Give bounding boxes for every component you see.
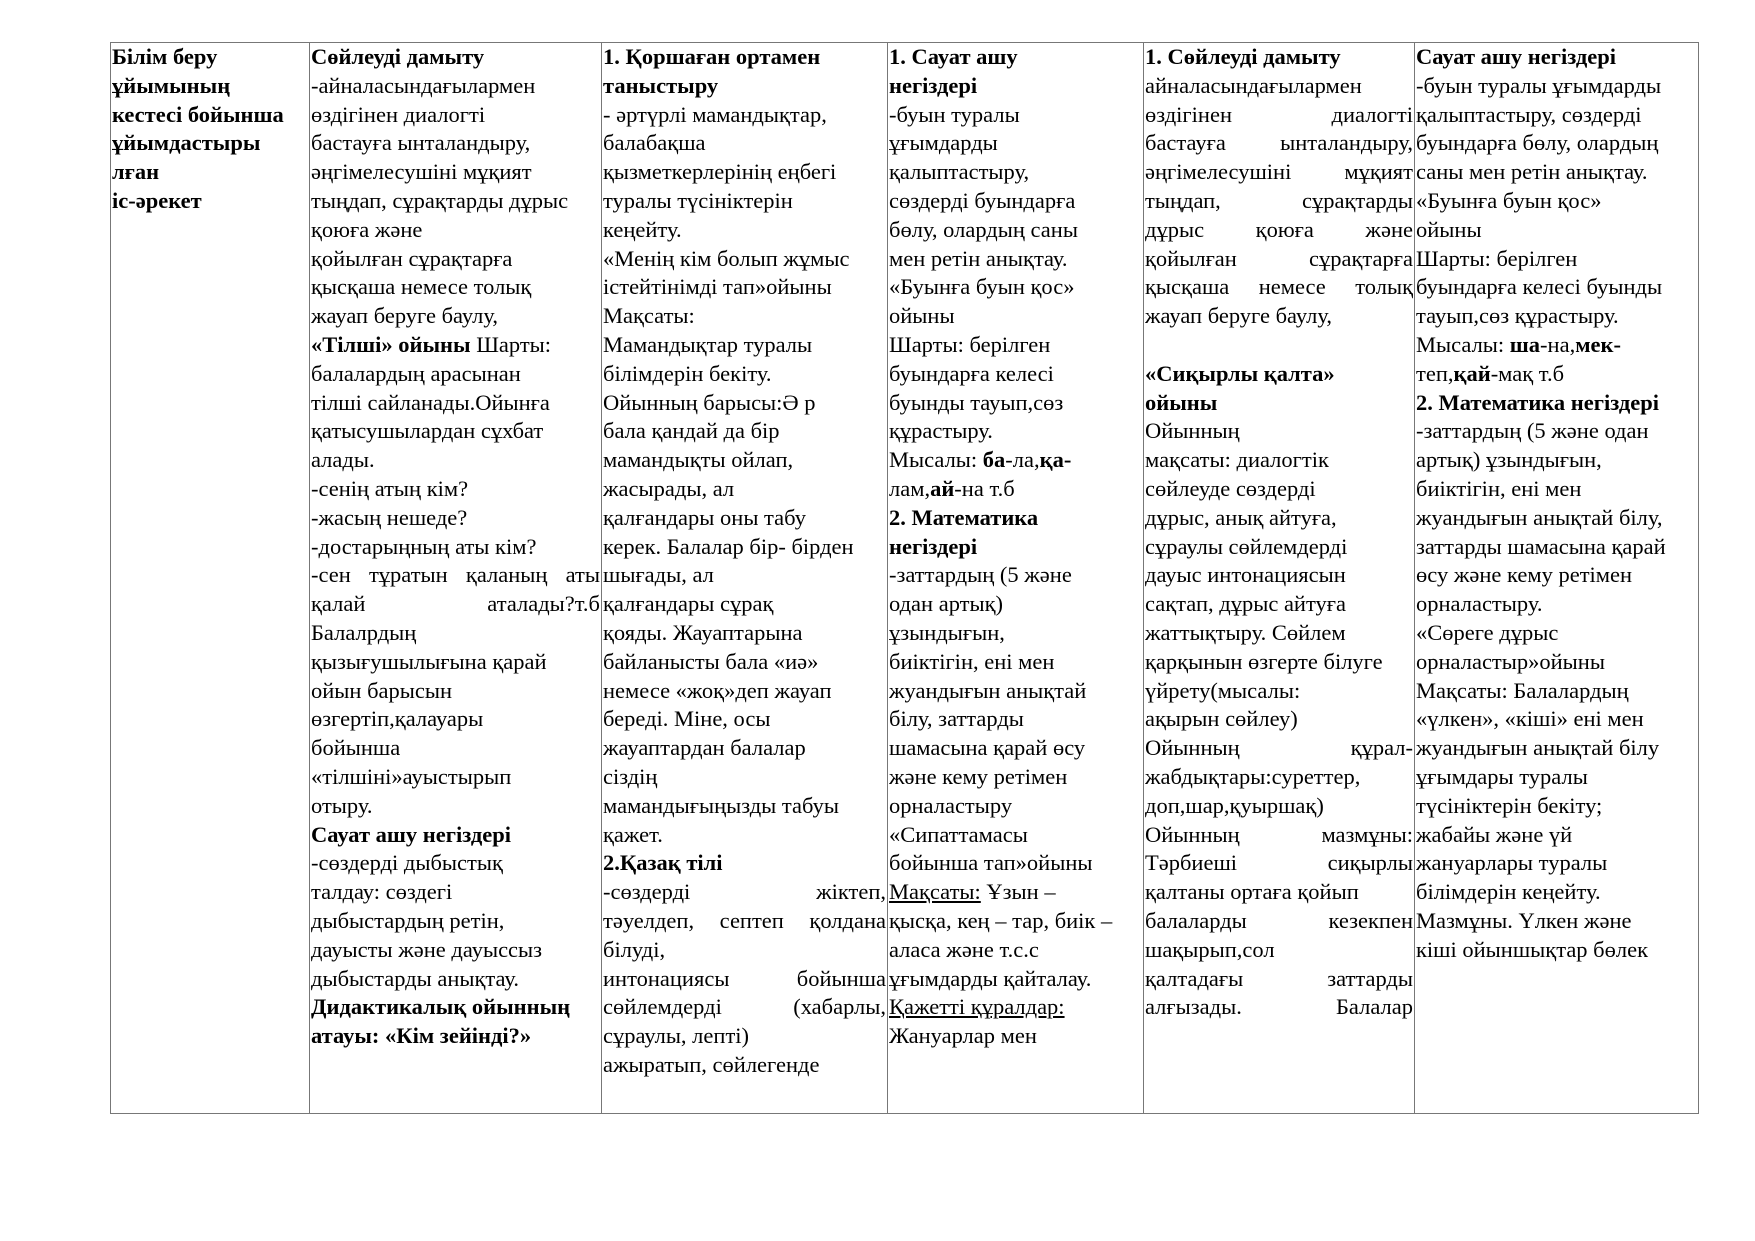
text-line: әңгімелесушіні мұқият	[311, 159, 532, 185]
text-line: биіктігін, ені мен	[889, 648, 1055, 674]
text-line: Білім беру	[112, 44, 218, 69]
text-line: дауыс интонациясын	[1145, 562, 1346, 588]
goal-label: Мақсаты:	[889, 879, 981, 905]
text-line: орналастыру.	[1416, 591, 1543, 617]
text-fragment: Шарты:	[470, 331, 552, 357]
text-line: сіздің	[603, 763, 658, 789]
text-line: қалыптастыру, сөздерді	[1416, 101, 1642, 127]
section-heading: негіздері	[889, 533, 978, 559]
text-line: ойыны	[889, 303, 955, 329]
example-line	[889, 446, 1142, 475]
text-fragment: -	[1063, 447, 1072, 473]
cell-environment	[602, 43, 888, 1114]
text-line: талдау: сөздегі	[311, 879, 453, 905]
text-line: қойылған сұрақтарға	[1145, 245, 1413, 271]
text-line: білімдерін кеңейту.	[1416, 879, 1601, 905]
text-line: интонациясы бойынша	[603, 965, 886, 991]
text-line: «Буынға буын қос»	[889, 274, 1075, 300]
text-line: жабайы және үй	[1416, 821, 1573, 847]
text-line: ұзындығын,	[889, 619, 1005, 645]
text-line: кіші ойыншықтар бөлек	[1416, 936, 1649, 962]
text-line: «Сөреге дұрыс	[1416, 619, 1559, 645]
text-line: сұраулы сөйлемдерді	[1145, 533, 1348, 559]
text-line: -достарыңның аты кім?	[311, 533, 537, 559]
text-line: сөздерді буындарға	[889, 187, 1076, 213]
text-line: мамандықты ойлап,	[603, 447, 794, 473]
text-line: ажыратып, сөйлегенде	[603, 1051, 820, 1077]
text-line	[889, 878, 1142, 907]
text-line: жуандығын анықтай білу	[1416, 735, 1660, 761]
section-heading: негіздері	[889, 72, 978, 98]
text-line: және кему ретімен	[889, 763, 1068, 789]
example-line	[1416, 360, 1697, 389]
text-line: қысқаша немесе толық	[1145, 274, 1413, 300]
text-line: айналасындағылармен	[1145, 72, 1362, 98]
text-line: бөлу, олардың саны	[889, 216, 1078, 242]
text-line: немесе «жоқ»деп жауап	[603, 677, 832, 703]
text-line: қалғандары оны табу	[603, 504, 806, 530]
cell-activity-label	[111, 43, 310, 1114]
text-line: жауаптардан балалар	[603, 735, 806, 761]
text-line: ұғымдарды	[889, 130, 998, 156]
text-line: шығады, ал	[603, 562, 714, 588]
text-fragment: -мақ т.б	[1490, 360, 1565, 386]
text-line: Тәрбиеші сиқырлы	[1145, 850, 1413, 876]
text-line: жабдықтары:суреттер,	[1145, 763, 1361, 789]
text-line: сақтап, дұрыс айтуға	[1145, 591, 1346, 617]
text-line: орналастыру	[889, 792, 1013, 818]
text-line: бойынша тап»ойыны	[889, 850, 1093, 876]
text-line: өздігінен диалогті	[311, 101, 486, 127]
text-line: қысқаша немесе толық	[311, 274, 532, 300]
game-title: «Тілші» ойыны	[311, 331, 471, 357]
text-line: дыбыстардың ретін,	[311, 907, 505, 933]
text-line: істейтінімді тап»ойыны	[603, 274, 832, 300]
text-line: -жасың нешеде?	[311, 504, 468, 530]
text-line: аласа және т.с.с	[889, 936, 1039, 962]
text-line: мақсаты: диалогтік	[1145, 447, 1329, 473]
section-heading: 2. Математика	[889, 504, 1039, 530]
text-line: ойыны	[1416, 216, 1482, 242]
text-line: отыру.	[311, 792, 373, 818]
text-line: өзгертіп,қалауары	[311, 706, 484, 732]
text-line: жауап беруге баулу,	[1145, 303, 1332, 329]
text-line: дұрыс қоюға және	[1145, 216, 1413, 242]
syllable: ша	[1509, 331, 1541, 357]
section-heading: «Сиқырлы қалта»	[1145, 360, 1335, 386]
text-line: орналастыр»ойыны	[1416, 648, 1605, 674]
text-line: жауап беруге баулу,	[311, 303, 498, 329]
text-line: өздігінен диалогті	[1145, 101, 1413, 127]
text-line: қояды. Жауаптарына	[603, 619, 803, 645]
cell-literacy-math-2	[1415, 43, 1699, 1114]
text-line: биіктігін, ені мен	[1416, 475, 1582, 501]
text-line: саны мен ретін анықтау.	[1416, 159, 1648, 185]
text-fragment: Мысалы:	[1416, 331, 1510, 357]
text-line: туралы түсініктерін	[603, 187, 793, 213]
text-line: тыңдап, сұрақтарды	[1145, 187, 1413, 213]
section-heading: ойыны	[1145, 389, 1218, 415]
cell-literacy-math	[888, 43, 1144, 1114]
text-line: буындарға келесі буынды	[1416, 274, 1663, 300]
text-line: мамандығыңызды табуы	[603, 792, 839, 818]
text-line: білу, заттарды	[889, 706, 1024, 732]
text-line: тауып,сөз құрастыру.	[1416, 303, 1619, 329]
text-line: алғызады. Балалар	[1145, 994, 1413, 1020]
blank-line	[1145, 331, 1413, 360]
text-line: сөйлемдерді (хабарлы,	[603, 994, 886, 1020]
text-line: үйрету(мысалы:	[1145, 677, 1301, 703]
text-line: қалыптастыру,	[889, 159, 1030, 185]
syllable: ба	[982, 447, 1006, 473]
text-line: сөйлеуде сөздерді	[1145, 475, 1316, 501]
text-line: лған	[112, 159, 160, 185]
text-line: артық) ұзындығын,	[1416, 447, 1602, 473]
text-line: алады.	[311, 447, 375, 473]
text-line: іс-әрекет	[112, 187, 202, 213]
section-heading: 2. Математика негіздері	[1416, 389, 1659, 415]
text-line: буындарға келесі	[889, 360, 1054, 386]
section-heading: атауы: «Кім зейінді?»	[311, 1023, 532, 1049]
text-line: бала қандай да бір	[603, 418, 780, 444]
text-line: Ойынның	[1145, 418, 1240, 444]
text-line: Ойынның құрал-	[1145, 735, 1413, 761]
cell-speech-game	[1144, 43, 1415, 1114]
text-line: тәуелдеп, септеп қолдана	[603, 907, 886, 933]
text-line: «Буынға буын қос»	[1416, 187, 1602, 213]
text-line: ақырын сөйлеу)	[1145, 706, 1298, 732]
text-fragment: Мысалы:	[889, 447, 983, 473]
text-fragment: -на,	[1540, 331, 1576, 357]
text-line: байланысты бала «иә»	[603, 648, 819, 674]
text-fragment: теп,	[1416, 360, 1454, 386]
text-line: шақырып,сол	[1145, 936, 1275, 962]
text-line: қызығушылығына қарай	[311, 648, 547, 674]
text-line: -айналасындағылармен	[311, 72, 536, 98]
text-line: білуді,	[603, 936, 666, 962]
text-line: бастауға ынталандыру,	[1145, 130, 1413, 156]
text-fragment: -ла,	[1005, 447, 1040, 473]
text-line: дұрыс, анық айтуға,	[1145, 504, 1337, 530]
text-line: ұйымының	[112, 72, 231, 98]
text-line: ұғымдары туралы	[1416, 763, 1588, 789]
text-line: өсу және кему ретімен	[1416, 562, 1633, 588]
text-line: тілші сайланады.Ойынға	[311, 389, 550, 415]
text-line: түсініктерін бекіту;	[1416, 792, 1603, 818]
cell-speech-development	[310, 43, 602, 1114]
text-line: буынды тауып,сөз	[889, 389, 1064, 415]
text-line: «Сипаттамасы	[889, 821, 1028, 847]
text-line: «Менің кім болып жұмыс	[603, 245, 850, 271]
text-line: шамасына қарай өсу	[889, 735, 1086, 761]
text-line: «үлкен», «кіші» ені мен	[1416, 706, 1644, 732]
text-line: қоюға және	[311, 216, 423, 242]
text-line: -заттардың (5 және	[889, 562, 1072, 588]
text-line: кестесі бойынша	[112, 101, 284, 127]
text-line: құрастыру.	[889, 418, 993, 444]
text-line: -буын туралы	[889, 101, 1020, 127]
text-line: балалардың арасынан	[311, 360, 521, 386]
text-line: Мақсаты: Балалардың	[1416, 677, 1629, 703]
text-line: -сөздерді дыбыстық	[311, 850, 503, 876]
text-line: Шарты: берілген	[1416, 245, 1578, 271]
text-line: әңгімелесушіні мұқият	[1145, 159, 1413, 185]
text-line: Мазмұны. Үлкен және	[1416, 907, 1632, 933]
text-line: балабақша	[603, 130, 706, 156]
text-line: Жануарлар мен	[889, 1023, 1037, 1049]
text-line: -сенің атың кім?	[311, 475, 469, 501]
text-line: «тілшіні»ауыстырып	[311, 763, 512, 789]
text-line: керек. Балалар бір- бірден	[603, 533, 854, 559]
section-heading: Дидактикалық ойынның	[311, 994, 571, 1020]
syllable: мек-	[1575, 331, 1621, 357]
section-heading: Сөйлеуді дамыту	[311, 44, 485, 69]
text-line: Ойынның барысы:Ә р	[603, 389, 816, 415]
syllable: ай	[930, 475, 955, 501]
text-line: білімдерін бекіту.	[603, 360, 772, 386]
text-line: қатысушылардан сұхбат	[311, 418, 544, 444]
text-line: береді. Міне, осы	[603, 706, 771, 732]
example-line	[889, 475, 1142, 504]
text-line: - әртүрлі мамандықтар,	[603, 101, 827, 127]
text-line: ойын барысын	[311, 677, 453, 703]
text-line: -заттардың (5 және одан	[1416, 418, 1649, 444]
section-heading: Сауат ашу негіздері	[311, 821, 511, 847]
text-line	[311, 331, 600, 360]
text-fragment: лам,	[889, 475, 931, 501]
text-line: буындарға бөлу, олардың	[1416, 130, 1659, 156]
text-line: қалтаны ортаға қойып	[1145, 879, 1359, 905]
text-line: Қажетті құралдар:	[889, 994, 1065, 1020]
text-line: мен ретін анықтау.	[889, 245, 1068, 271]
syllable: қай	[1453, 360, 1491, 386]
text-line: тыңдап, сұрақтарды дұрыс	[311, 187, 569, 213]
text-line: одан артық)	[889, 591, 1004, 617]
text-line: қызметкерлерінің еңбегі	[603, 159, 837, 185]
text-line: -буын туралы ұғымдарды	[1416, 72, 1662, 98]
text-line: сұраулы, лепті)	[603, 1023, 750, 1049]
plan-table	[110, 42, 1699, 1114]
text-line: балаларды кезекпен	[1145, 907, 1413, 933]
text-line: қарқынын өзгерте білуге	[1145, 648, 1383, 674]
text-line: ұйымдастыры	[112, 130, 261, 156]
text-line: жуандығын анықтай білу,	[1416, 504, 1663, 530]
text-line: заттарды шамасына қарай	[1416, 533, 1666, 559]
text-fragment: Ұзын –	[980, 879, 1056, 905]
text-line: Балалрдың	[311, 619, 417, 645]
text-line: қалтадағы заттарды	[1145, 965, 1413, 991]
section-heading: 1. Сөйлеуді дамыту	[1145, 44, 1341, 69]
text-line: бастауға ынталандыру,	[311, 130, 531, 156]
text-line: қысқа, кең – тар, биік –	[889, 907, 1113, 933]
text-line: бойынша	[311, 735, 401, 761]
text-line: доп,шар,қуыршақ)	[1145, 792, 1324, 818]
text-line: дауысты және дауыссыз	[311, 936, 543, 962]
text-line: жануарлары туралы	[1416, 850, 1608, 876]
text-line: қалғандары сұрақ	[603, 591, 774, 617]
table-row	[111, 43, 1699, 1114]
text-line: қойылған сұрақтарға	[311, 245, 513, 271]
syllable: қа	[1039, 447, 1064, 473]
text-line: Ойынның мазмұны:	[1145, 821, 1413, 847]
text-line: Мамандықтар туралы	[603, 331, 813, 357]
text-line: жуандығын анықтай	[889, 677, 1087, 703]
text-fragment: -на т.б	[954, 475, 1015, 501]
section-heading: Сауат ашу негіздері	[1416, 44, 1616, 69]
example-line	[1416, 331, 1697, 360]
text-line: -сен тұратын қаланың аты	[311, 562, 600, 588]
text-line: Мақсаты:	[603, 303, 695, 329]
section-heading: 1. Сауат ашу	[889, 44, 1018, 69]
section-heading: таныстыру	[603, 72, 719, 98]
text-line: жасырады, ал	[603, 475, 735, 501]
text-line: -сөздерді жіктеп,	[603, 879, 886, 905]
section-heading: 1. Қоршаған ортамен	[603, 44, 821, 69]
text-line: жаттықтыру. Сөйлем	[1145, 619, 1346, 645]
section-heading: 2.Қазақ тілі	[603, 850, 723, 876]
text-line: кеңейту.	[603, 216, 682, 242]
text-line: қалай аталады?т.б	[311, 591, 600, 617]
text-line: қажет.	[603, 821, 663, 847]
text-line: Шарты: берілген	[889, 331, 1051, 357]
text-line: дыбыстарды анықтау.	[311, 965, 520, 991]
text-line: ұғымдарды қайталау.	[889, 965, 1092, 991]
